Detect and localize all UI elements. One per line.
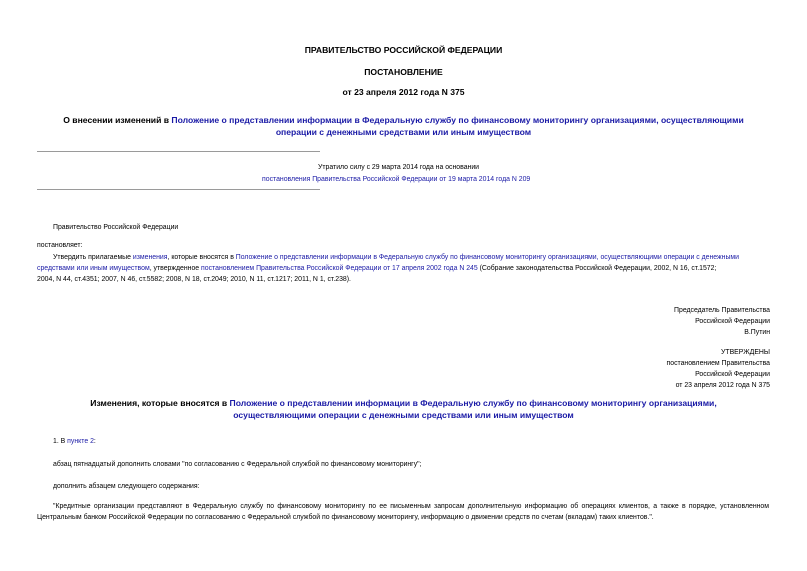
changes-title-link-cont[interactable]: осуществляющими операции с денежными средствами или иным имуществом <box>233 410 574 420</box>
gov-name: Правительство Российской Федерации <box>53 224 179 231</box>
changes-title-prefix: Изменения, которые вносятся в <box>90 398 230 408</box>
item1-suffix: : <box>93 438 96 445</box>
approved-country: Российской Федерации <box>695 371 770 378</box>
resolution-paragraph-line3: 2004, N 44, ст.4351; 2007, N 46, ст.5582; 2008, N 18, ст.2049; 2010, N 11, ст.1217; 2011, N 1, ст.238). <box>37 276 351 283</box>
changes-title <box>0 397 807 421</box>
resolution-paragraph-line2 <box>37 263 777 274</box>
decree-245-link[interactable]: постановлением Правительства Российской Федерации от 17 апреля 2002 года N 245 <box>201 265 478 272</box>
divider-bottom <box>37 189 320 190</box>
p1-text-d: (Собрание законодательства Российской Федерации, 2002, N 16, ст.1572; <box>477 265 717 272</box>
p1-text-a: Утвердить прилагаемые <box>53 254 133 261</box>
status-link[interactable]: постановления Правительства Российской Федерации от 19 марта 2014 года N 209 <box>262 176 531 183</box>
changes-link[interactable]: изменения <box>132 254 168 261</box>
signature-name: В.Путин <box>744 329 770 336</box>
regulation-link[interactable]: Положение о представлении информации в Федеральную службу по финансовому мониторингу организациями, осуществляющими операции с денежными <box>235 254 739 261</box>
approved-block <box>667 347 771 391</box>
signature-position: Председатель Правительства <box>674 307 770 314</box>
p1-text-c: , утвержденное <box>149 265 202 272</box>
regulation-link-cont[interactable]: средствами или иным имуществом <box>37 265 150 272</box>
status-text: Утратило силу с 29 марта 2014 года на основании <box>318 164 480 171</box>
doc-date-number: от 23 апреля 2012 года N 375 <box>342 87 465 97</box>
approved-heading: УТВЕРЖДЕНЫ <box>721 349 770 356</box>
approved-by: постановлением Правительства <box>666 360 770 367</box>
signature-country: Российской Федерации <box>695 318 770 325</box>
org-heading: ПРАВИТЕЛЬСТВО РОССИЙСКОЙ ФЕДЕРАЦИИ <box>304 45 503 55</box>
signature-block <box>674 305 770 338</box>
resolves: постановляет: <box>37 242 83 249</box>
change-para-3-line1: "Кредитные организации представляют в Федеральную службу по финансовому мониторингу по ее письменным запросам дополнительную информацию об операциях клиентов, а также в порядке, установленном <box>53 503 769 510</box>
resolution-paragraph-line1 <box>53 252 773 263</box>
change-para-3-line2: Центральным банком Российской Федерации по согласованию с Федеральной службой по финансовому мониторингу, информацию о движении средств по счетам (вкладам) таких клиентов.". <box>37 514 654 521</box>
changes-title-link[interactable]: Положение о представлении информации в Федеральную службу по финансовому мониторингу организациями, <box>229 398 717 408</box>
change-item-1 <box>53 436 96 447</box>
item1-link[interactable]: пункте 2 <box>67 438 94 445</box>
change-para-1: абзац пятнадцатый дополнить словами "по согласованию с Федеральной службой по финансовому мониторингу"; <box>53 461 422 468</box>
document-title <box>0 114 807 138</box>
item1-prefix: 1. В <box>53 438 68 445</box>
approved-date: от 23 апреля 2012 года N 375 <box>675 382 770 389</box>
title-prefix: О внесении изменений в <box>63 115 172 125</box>
p1-text-b: , которые вносятся в <box>167 254 236 261</box>
divider-top <box>37 151 320 152</box>
change-para-2: дополнить абзацем следующего содержания: <box>53 483 200 490</box>
doc-type-heading: ПОСТАНОВЛЕНИЕ <box>364 67 443 77</box>
title-link[interactable]: Положение о представлении информации в Федеральную службу по финансовому мониторингу организациями, осуществляющими <box>171 115 744 125</box>
title-link-cont[interactable]: операции с денежными средствами или иным имуществом <box>275 127 532 137</box>
